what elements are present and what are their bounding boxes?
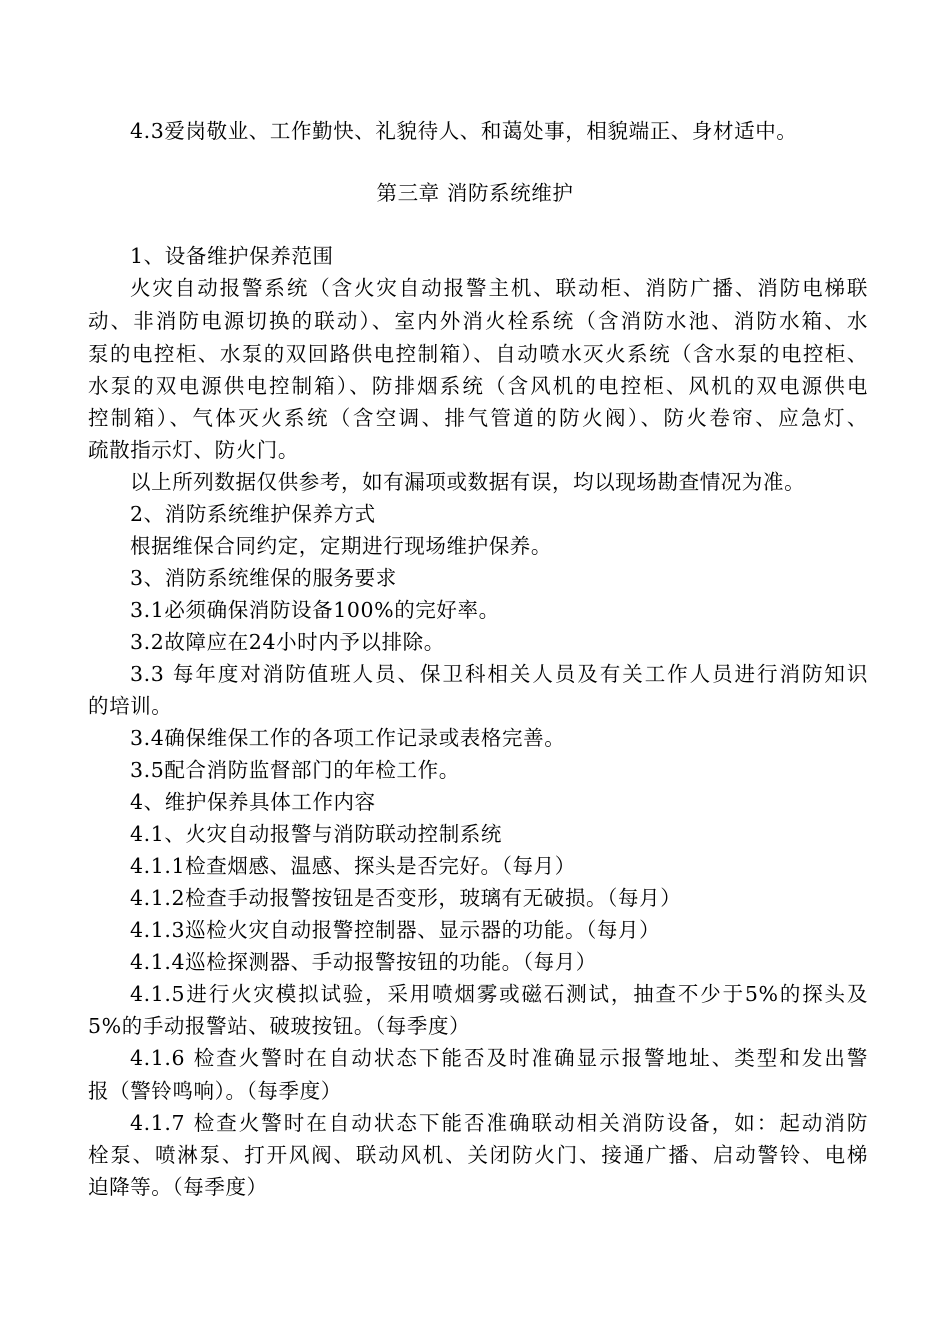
subsection-heading: 4.1、火灾自动报警与消防联动控制系统	[130, 822, 503, 846]
chapter-title: 第三章 消防系统维护	[376, 181, 574, 205]
list-item: 4.1.3巡检火灾自动报警控制器、显示器的功能。（每月）	[130, 918, 661, 942]
list-item: 3.2故障应在24小时内予以排除。	[130, 630, 445, 654]
list-item-continuation: 5%的手动报警站、破玻按钮。（每季度）	[88, 1014, 471, 1038]
list-item: 4.1.6 检查火警时在自动状态下能否及时准确显示报警地址、类型和发出警	[130, 1046, 868, 1070]
list-item-continuation: 迫降等。（每季度）	[88, 1175, 268, 1199]
list-item-continuation: 的培训。	[88, 694, 173, 718]
section-heading: 4、维护保养具体工作内容	[130, 790, 376, 814]
list-item: 3.3 每年度对消防值班人员、保卫科相关人员及有关工作人员进行消防知识	[130, 662, 868, 686]
paragraph-line: 水泵的双电源供电控制箱）、防排烟系统（含风机的电控柜、风机的双电源供电	[88, 374, 868, 398]
paragraph-line: 泵的电控柜、水泵的双回路供电控制箱）、自动喷水灭火系统（含水泵的电控柜、	[88, 342, 868, 366]
list-item: 4.1.4巡检探测器、手动报警按钮的功能。（每月）	[130, 950, 597, 974]
list-item: 3.5配合消防监督部门的年检工作。	[130, 758, 460, 782]
paragraph-line: 根据维保合同约定，定期进行现场维护保养。	[130, 534, 552, 558]
paragraph-line: 控制箱）、气体灭火系统（含空调、排气管道的防火阀）、防火卷帘、应急灯、	[88, 406, 868, 430]
list-item-continuation: 报（警铃鸣响）。（每季度）	[88, 1079, 342, 1103]
section-heading: 1、设备维护保养范围	[130, 244, 334, 268]
paragraph-line: 动、非消防电源切换的联动）、室内外消火栓系统（含消防水池、消防水箱、水	[88, 309, 868, 333]
note-line: 以上所列数据仅供参考，如有漏项或数据有误，均以现场勘查情况为准。	[130, 470, 806, 494]
list-item: 4.1.2检查手动报警按钮是否变形，玻璃有无破损。（每月）	[130, 886, 682, 910]
section-heading: 2、消防系统维护保养方式	[130, 502, 376, 526]
section-heading: 3、消防系统维保的服务要求	[130, 566, 397, 590]
list-item: 4.1.1检查烟感、温感、探头是否完好。（每月）	[130, 854, 576, 878]
paragraph-line: 火灾自动报警系统（含火灾自动报警主机、联动柜、消防广播、消防电梯联	[130, 276, 868, 300]
list-item: 3.4确保维保工作的各项工作记录或表格完善。	[130, 726, 566, 750]
list-item-continuation: 栓泵、喷淋泵、打开风阀、联动风机、关闭防火门、接通广播、启动警铃、电梯	[88, 1143, 868, 1167]
list-item: 4.1.7 检查火警时在自动状态下能否准确联动相关消防设备，如：起动消防	[130, 1111, 868, 1135]
text-line: 4.3爱岗敬业、工作勤快、礼貌待人、和蔼处事，相貌端正、身材适中。	[130, 119, 798, 143]
paragraph-line: 疏散指示灯、防火门。	[88, 438, 299, 462]
list-item: 4.1.5进行火灾模拟试验，采用喷烟雾或磁石测试，抽查不少于5%的探头及	[130, 982, 868, 1006]
list-item: 3.1必须确保消防设备100%的完好率。	[130, 598, 500, 622]
